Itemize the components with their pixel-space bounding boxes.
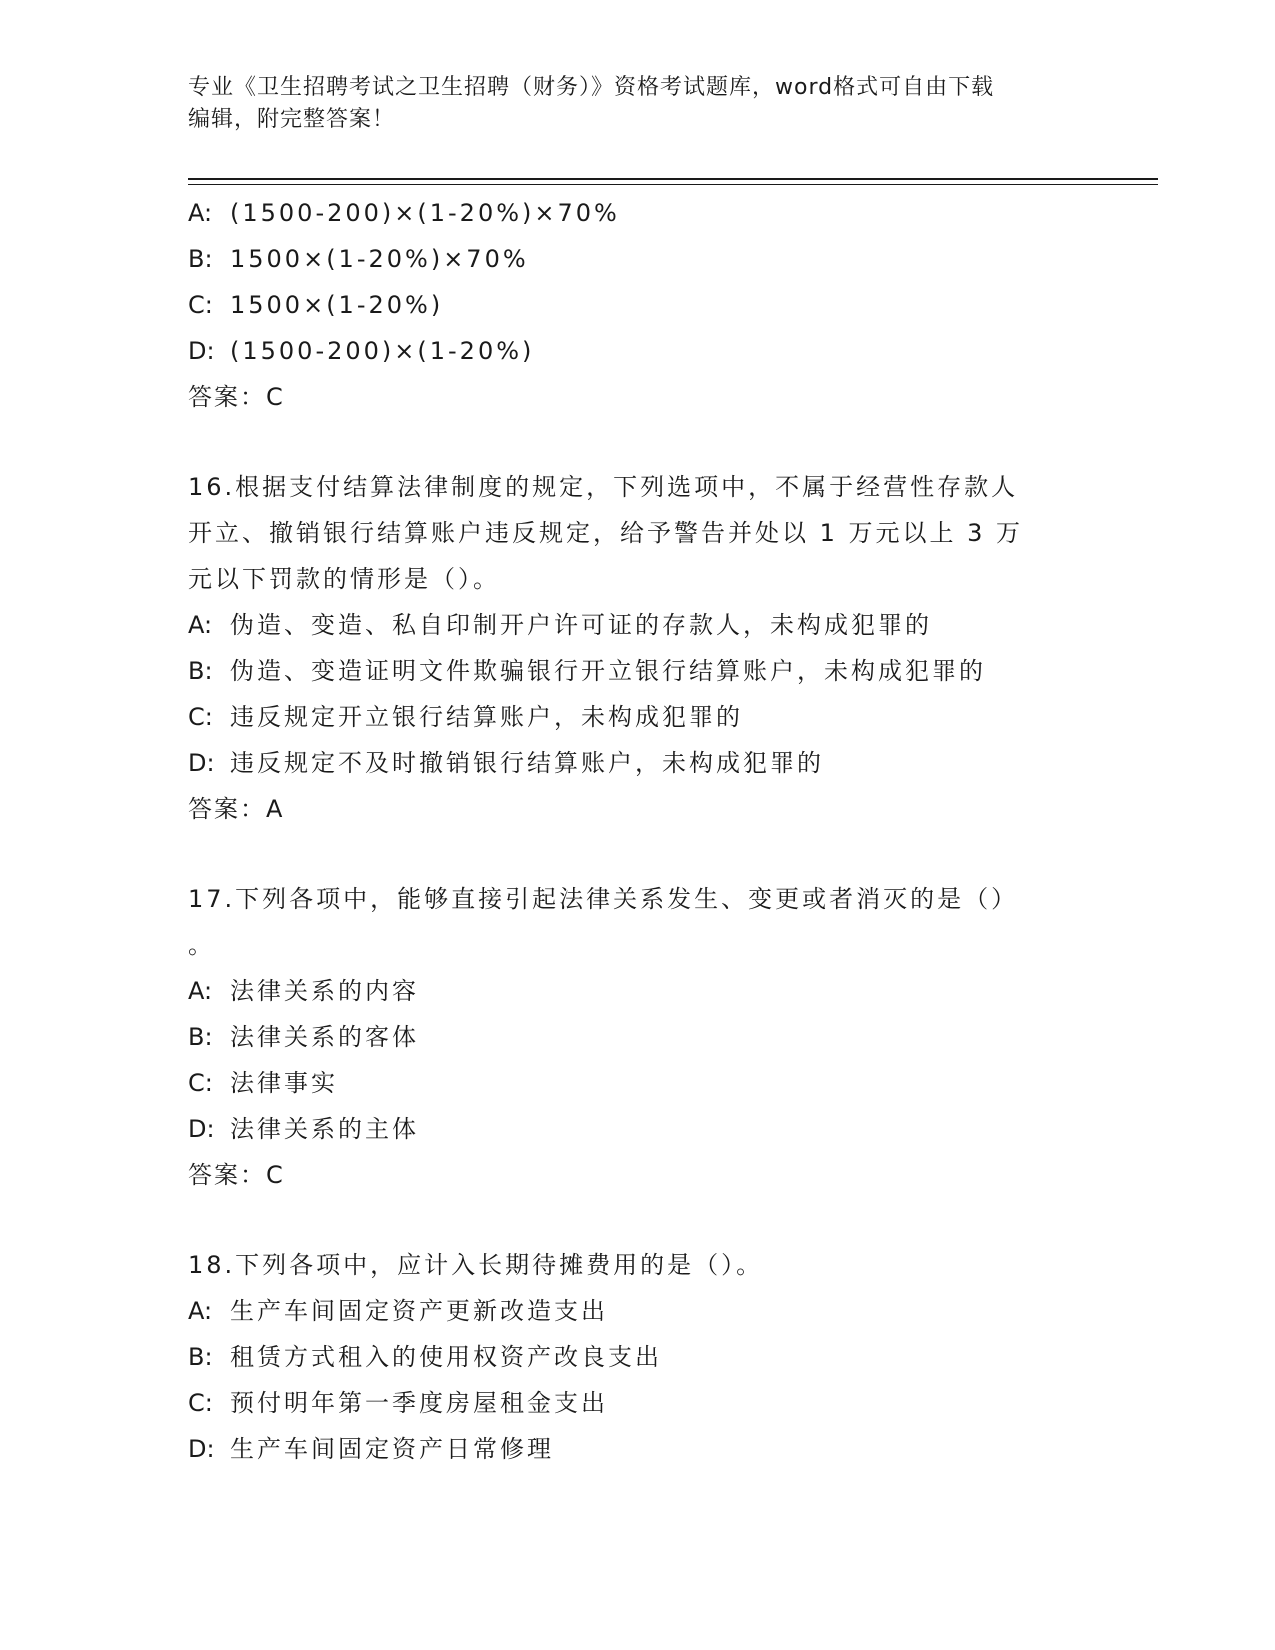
document-header bbox=[188, 72, 1088, 136]
question-stem-line: 18.下列各项中，应计入长期待摊费用的是（）。 bbox=[188, 1251, 764, 1279]
answer-line: 答案：C bbox=[188, 383, 285, 411]
option-key: A: bbox=[188, 199, 213, 227]
header-divider-thin bbox=[188, 184, 1158, 185]
option-key: D: bbox=[188, 749, 215, 777]
question-content bbox=[188, 190, 1088, 1472]
option-c bbox=[188, 694, 1088, 740]
question-stem-line: 16.根据支付结算法律制度的规定，下列选项中，不属于经营性存款人 bbox=[188, 473, 1019, 501]
option-text: 生产车间固定资产日常修理 bbox=[230, 1435, 554, 1463]
option-text: 1500×(1-20%) bbox=[230, 291, 444, 319]
option-text: 伪造、变造、私自印制开户许可证的存款人，未构成犯罪的 bbox=[230, 611, 932, 639]
spacer bbox=[188, 420, 1088, 464]
option-a bbox=[188, 1288, 1088, 1334]
option-key: D: bbox=[188, 337, 215, 365]
option-text: 法律关系的主体 bbox=[230, 1115, 419, 1143]
option-d bbox=[188, 740, 1088, 786]
option-key: A: bbox=[188, 977, 213, 1005]
question-17 bbox=[188, 876, 1088, 1198]
option-text: 预付明年第一季度房屋租金支出 bbox=[230, 1389, 608, 1417]
option-c bbox=[188, 282, 1088, 328]
option-key: C: bbox=[188, 1389, 213, 1417]
option-d bbox=[188, 1426, 1088, 1472]
option-text: 伪造、变造证明文件欺骗银行开立银行结算账户，未构成犯罪的 bbox=[230, 657, 986, 685]
option-key: A: bbox=[188, 1297, 213, 1325]
spacer bbox=[188, 832, 1088, 876]
option-text: 生产车间固定资产更新改造支出 bbox=[230, 1297, 608, 1325]
option-key: B: bbox=[188, 1023, 213, 1051]
question-stem-line: 元以下罚款的情形是（）。 bbox=[188, 565, 500, 593]
option-key: C: bbox=[188, 1069, 213, 1097]
option-b bbox=[188, 648, 1088, 694]
option-text: 违反规定不及时撤销银行结算账户，未构成犯罪的 bbox=[230, 749, 824, 777]
question-15 bbox=[188, 190, 1088, 420]
header-line-2: 编辑，附完整答案！ bbox=[188, 107, 396, 132]
answer-line: 答案：A bbox=[188, 795, 285, 823]
option-d bbox=[188, 1106, 1088, 1152]
question-stem-line: 开立、撤销银行结算账户违反规定，给予警告并处以 1 万元以上 3 万 bbox=[188, 519, 1024, 547]
header-line-1: 专业《卫生招聘考试之卫生招聘（财务）》资格考试题库，word格式可自由下载 bbox=[188, 75, 995, 100]
option-text: (1500-200)×(1-20%)×70% bbox=[230, 199, 620, 227]
question-18 bbox=[188, 1242, 1088, 1472]
option-b bbox=[188, 1334, 1088, 1380]
option-key: D: bbox=[188, 1435, 215, 1463]
option-text: 1500×(1-20%)×70% bbox=[230, 245, 529, 273]
question-16 bbox=[188, 464, 1088, 832]
option-text: 违反规定开立银行结算账户，未构成犯罪的 bbox=[230, 703, 743, 731]
question-stem-line: 17.下列各项中，能够直接引起法律关系发生、变更或者消灭的是（） bbox=[188, 885, 1019, 913]
option-b bbox=[188, 1014, 1088, 1060]
option-text: 法律事实 bbox=[230, 1069, 338, 1097]
option-key: C: bbox=[188, 291, 213, 319]
option-d bbox=[188, 328, 1088, 374]
option-text: (1500-200)×(1-20%) bbox=[230, 337, 535, 365]
option-b bbox=[188, 236, 1088, 282]
option-text: 法律关系的客体 bbox=[230, 1023, 419, 1051]
option-key: B: bbox=[188, 1343, 213, 1371]
answer-line: 答案：C bbox=[188, 1161, 285, 1189]
option-a bbox=[188, 602, 1088, 648]
option-text: 租赁方式租入的使用权资产改良支出 bbox=[230, 1343, 662, 1371]
header-divider-thick bbox=[188, 178, 1158, 180]
option-key: D: bbox=[188, 1115, 215, 1143]
question-stem-line: 。 bbox=[188, 931, 215, 959]
option-key: A: bbox=[188, 611, 213, 639]
spacer bbox=[188, 1198, 1088, 1242]
option-a bbox=[188, 190, 1088, 236]
option-text: 法律关系的内容 bbox=[230, 977, 419, 1005]
option-key: B: bbox=[188, 245, 213, 273]
option-a bbox=[188, 968, 1088, 1014]
option-c bbox=[188, 1060, 1088, 1106]
option-key: B: bbox=[188, 657, 213, 685]
option-key: C: bbox=[188, 703, 213, 731]
option-c bbox=[188, 1380, 1088, 1426]
